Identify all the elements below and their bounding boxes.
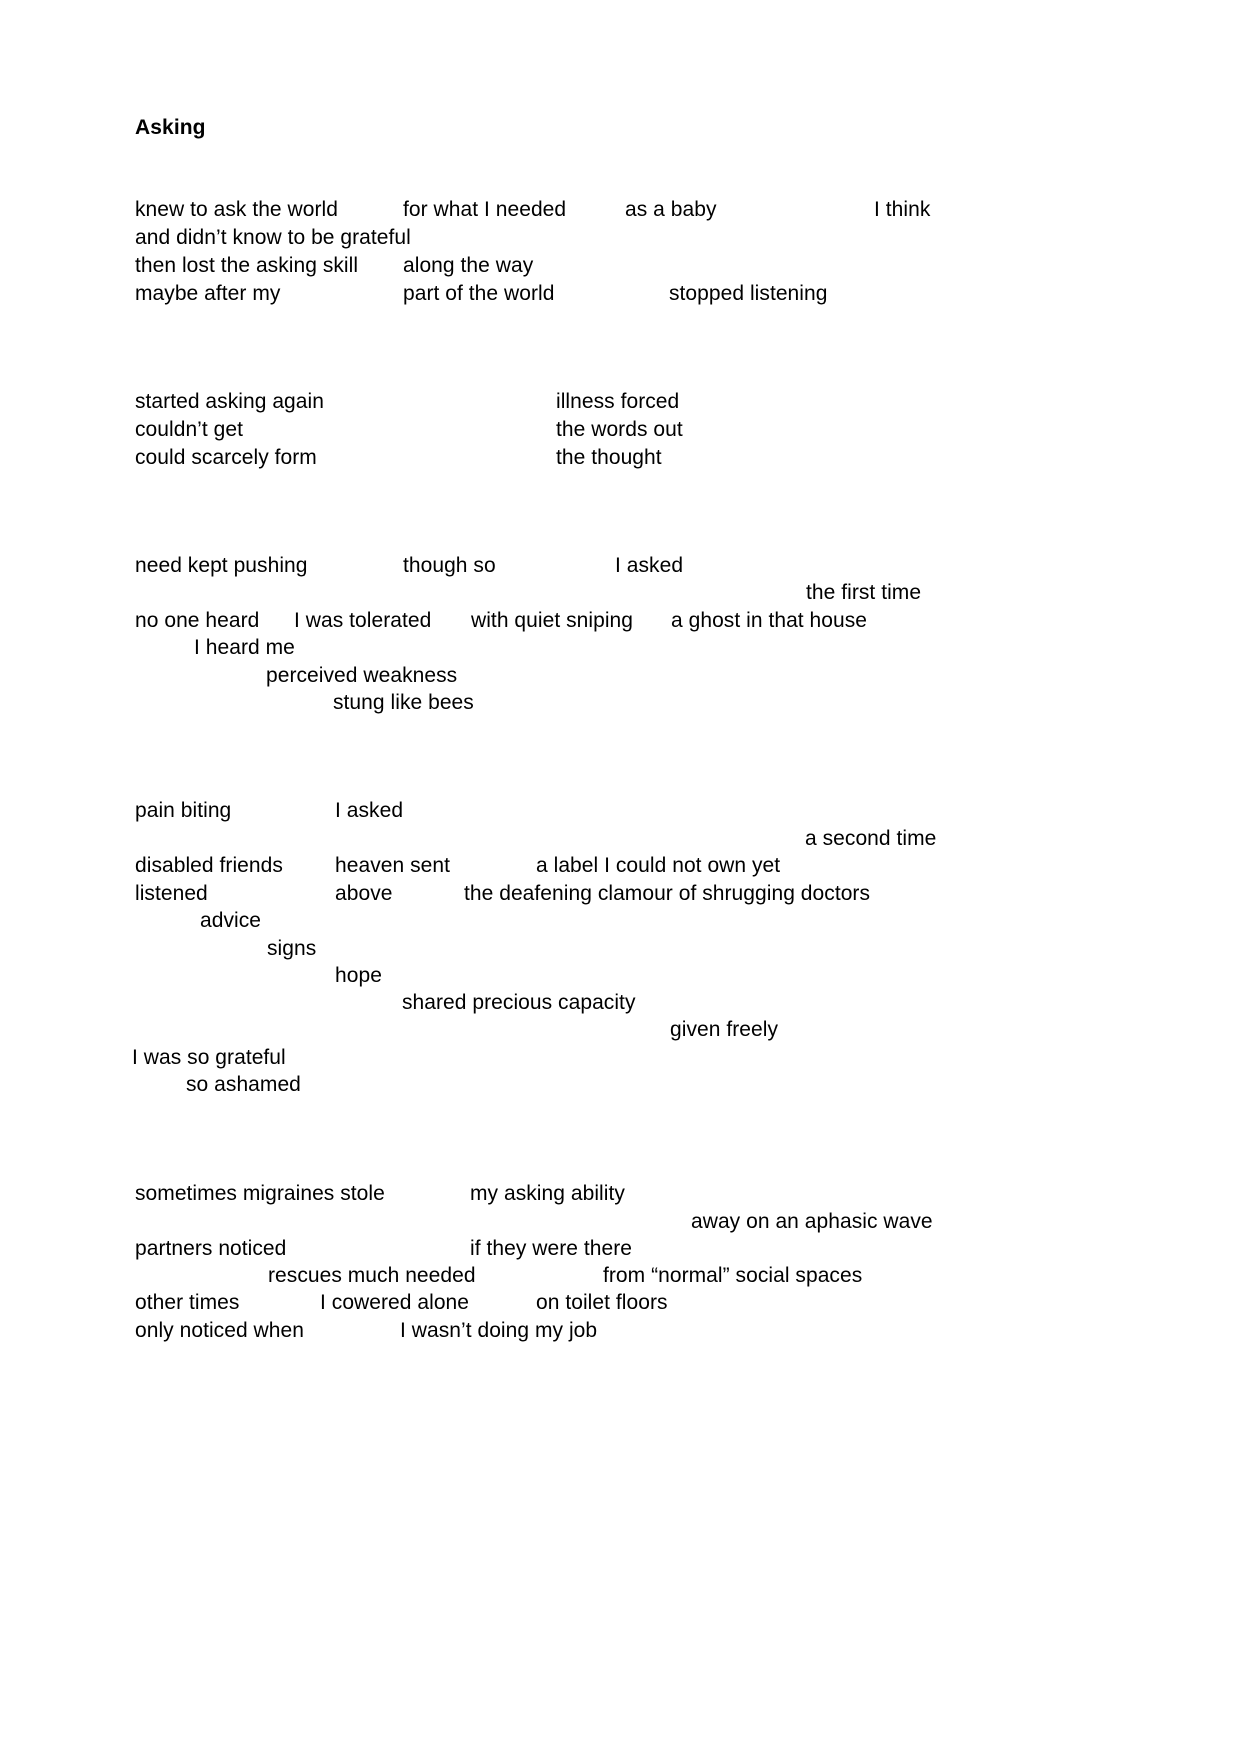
poem-line-fragment: a ghost in that house: [671, 609, 868, 632]
poem-line-fragment: stung like bees: [333, 691, 474, 714]
poem-line-fragment: need kept pushing: [135, 554, 308, 577]
poem-line-fragment: perceived weakness: [266, 664, 458, 687]
poem-line-fragment: so ashamed: [186, 1073, 301, 1096]
poem-line-fragment: heaven sent: [335, 854, 450, 877]
poem-line-fragment: listened: [135, 882, 208, 905]
poem-line-fragment: the deafening clamour of shrugging doctors: [464, 882, 871, 905]
poem-line-fragment: I heard me: [194, 636, 295, 659]
poem-line-fragment: if they were there: [470, 1237, 632, 1260]
poem-line-fragment: sometimes migraines stole: [135, 1182, 385, 1205]
poem-line-fragment: on toilet floors: [536, 1291, 668, 1314]
poem-line-fragment: could scarcely form: [135, 446, 317, 469]
poem-line-fragment: I asked: [615, 554, 684, 577]
poem-line-fragment: along the way: [403, 254, 534, 277]
poem-line-fragment: my asking ability: [470, 1182, 625, 1205]
poem-line-fragment: only noticed when: [135, 1319, 304, 1342]
poem-line-fragment: hope: [335, 964, 382, 987]
poem-line-fragment: I asked: [335, 799, 404, 822]
poem-line-fragment: for what I needed: [403, 198, 567, 221]
page-title: Asking: [135, 116, 206, 139]
poem-line-fragment: and didn’t know to be grateful: [135, 226, 411, 249]
poem-line-fragment: with quiet sniping: [471, 609, 633, 632]
poem-line-fragment: given freely: [670, 1018, 778, 1041]
poem-line-fragment: I was so grateful: [132, 1046, 286, 1069]
poem-line-fragment: I think: [874, 198, 931, 221]
poem-line-fragment: the words out: [556, 418, 683, 441]
poem-line-fragment: maybe after my: [135, 282, 281, 305]
poem-line-fragment: a label I could not own yet: [536, 854, 781, 877]
poem-line-fragment: illness forced: [556, 390, 680, 413]
poem-line-fragment: I cowered alone: [320, 1291, 470, 1314]
poem-line-fragment: though so: [403, 554, 496, 577]
poem-line-fragment: no one heard: [135, 609, 260, 632]
poem-line-fragment: away on an aphasic wave: [691, 1210, 933, 1233]
poem-line-fragment: partners noticed: [135, 1237, 287, 1260]
poem-line-fragment: other times: [135, 1291, 240, 1314]
poem-line-fragment: couldn’t get: [135, 418, 244, 441]
poem-line-fragment: from “normal” social spaces: [603, 1264, 863, 1287]
poem-line-fragment: the thought: [556, 446, 662, 469]
poem-line-fragment: shared precious capacity: [402, 991, 636, 1014]
poem-line-fragment: knew to ask the world: [135, 198, 338, 221]
poem-line-fragment: a second time: [805, 827, 937, 850]
poem-line-fragment: rescues much needed: [268, 1264, 476, 1287]
poem-line-fragment: the first time: [806, 581, 922, 604]
poem-line-fragment: disabled friends: [135, 854, 283, 877]
poem-line-fragment: signs: [267, 937, 317, 960]
poem-line-fragment: I wasn’t doing my job: [400, 1319, 598, 1342]
poem-line-fragment: then lost the asking skill: [135, 254, 359, 277]
poem-line-fragment: I was tolerated: [294, 609, 432, 632]
poem-line-fragment: pain biting: [135, 799, 232, 822]
poem-line-fragment: above: [335, 882, 393, 905]
poem-line-fragment: started asking again: [135, 390, 324, 413]
poem-line-fragment: advice: [200, 909, 262, 932]
poem-line-fragment: part of the world: [403, 282, 555, 305]
poem-line-fragment: stopped listening: [669, 282, 828, 305]
poem-line-fragment: as a baby: [625, 198, 717, 221]
